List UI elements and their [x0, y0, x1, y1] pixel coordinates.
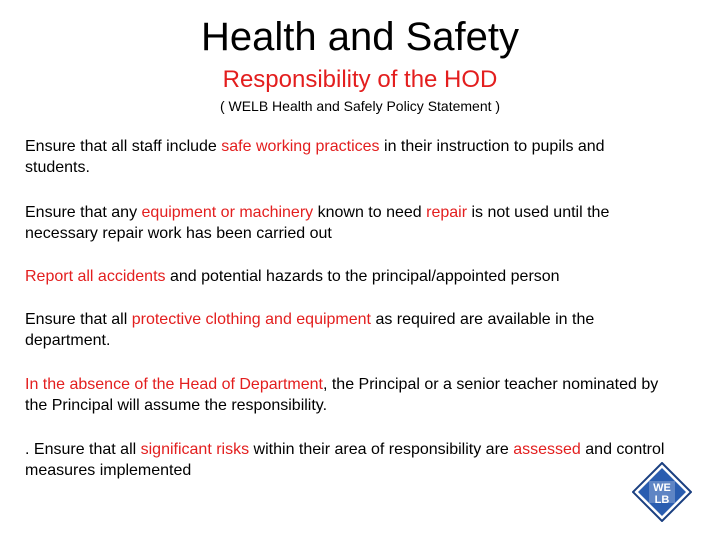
- bullet-text: known to need: [313, 204, 427, 221]
- highlighted-phrase: In the absence of the Head of Department: [25, 376, 323, 393]
- bullet-6: [25, 439, 665, 481]
- bullet-text: , the Principal or a senior teacher nominated by the Principal will assume the responsibility.: [25, 376, 659, 414]
- bullet-text: as required are available in the department.: [25, 311, 595, 349]
- slide-subtitle: Responsibility of the HOD: [222, 66, 498, 93]
- bullet-text: Ensure that all: [25, 311, 132, 328]
- bullet-text: in their instruction to pupils and students.: [25, 138, 605, 176]
- highlighted-phrase: protective clothing and equipment: [131, 311, 371, 328]
- highlighted-phrase: safe working practices: [221, 138, 380, 155]
- bullet-text: and potential hazards to the principal/appointed person: [165, 268, 560, 285]
- bullet-text: Ensure that all staff include: [25, 138, 222, 155]
- bullet-text: . Ensure that all: [25, 441, 141, 458]
- highlighted-phrase: equipment or machinery: [141, 204, 314, 221]
- bullet-5: [25, 374, 665, 416]
- highlighted-phrase: significant risks: [140, 441, 250, 458]
- bullet-text: within their area of responsibility are: [249, 441, 514, 458]
- welb-logo: [632, 462, 692, 522]
- welb-logo-icon: [632, 462, 692, 522]
- highlighted-phrase: assessed: [513, 441, 581, 458]
- highlighted-phrase: Report all accidents: [25, 268, 166, 285]
- bullet-text: Ensure that any: [25, 204, 142, 221]
- bullet-text: is not used until the necessary repair work has been carried out: [25, 204, 610, 242]
- highlighted-phrase: repair: [426, 204, 468, 221]
- slide-title: Health and Safety: [201, 15, 519, 59]
- bullet-4: [25, 309, 665, 351]
- bullet-3: [25, 266, 665, 287]
- bullet-1: [25, 136, 665, 178]
- logo-text-line1: WE: [653, 482, 671, 494]
- bullet-text: and control measures implemented: [25, 441, 665, 479]
- bullet-2: [25, 202, 665, 244]
- policy-note: ( WELB Health and Safely Policy Statement ): [219, 98, 501, 114]
- logo-text-line2: LB: [654, 494, 670, 506]
